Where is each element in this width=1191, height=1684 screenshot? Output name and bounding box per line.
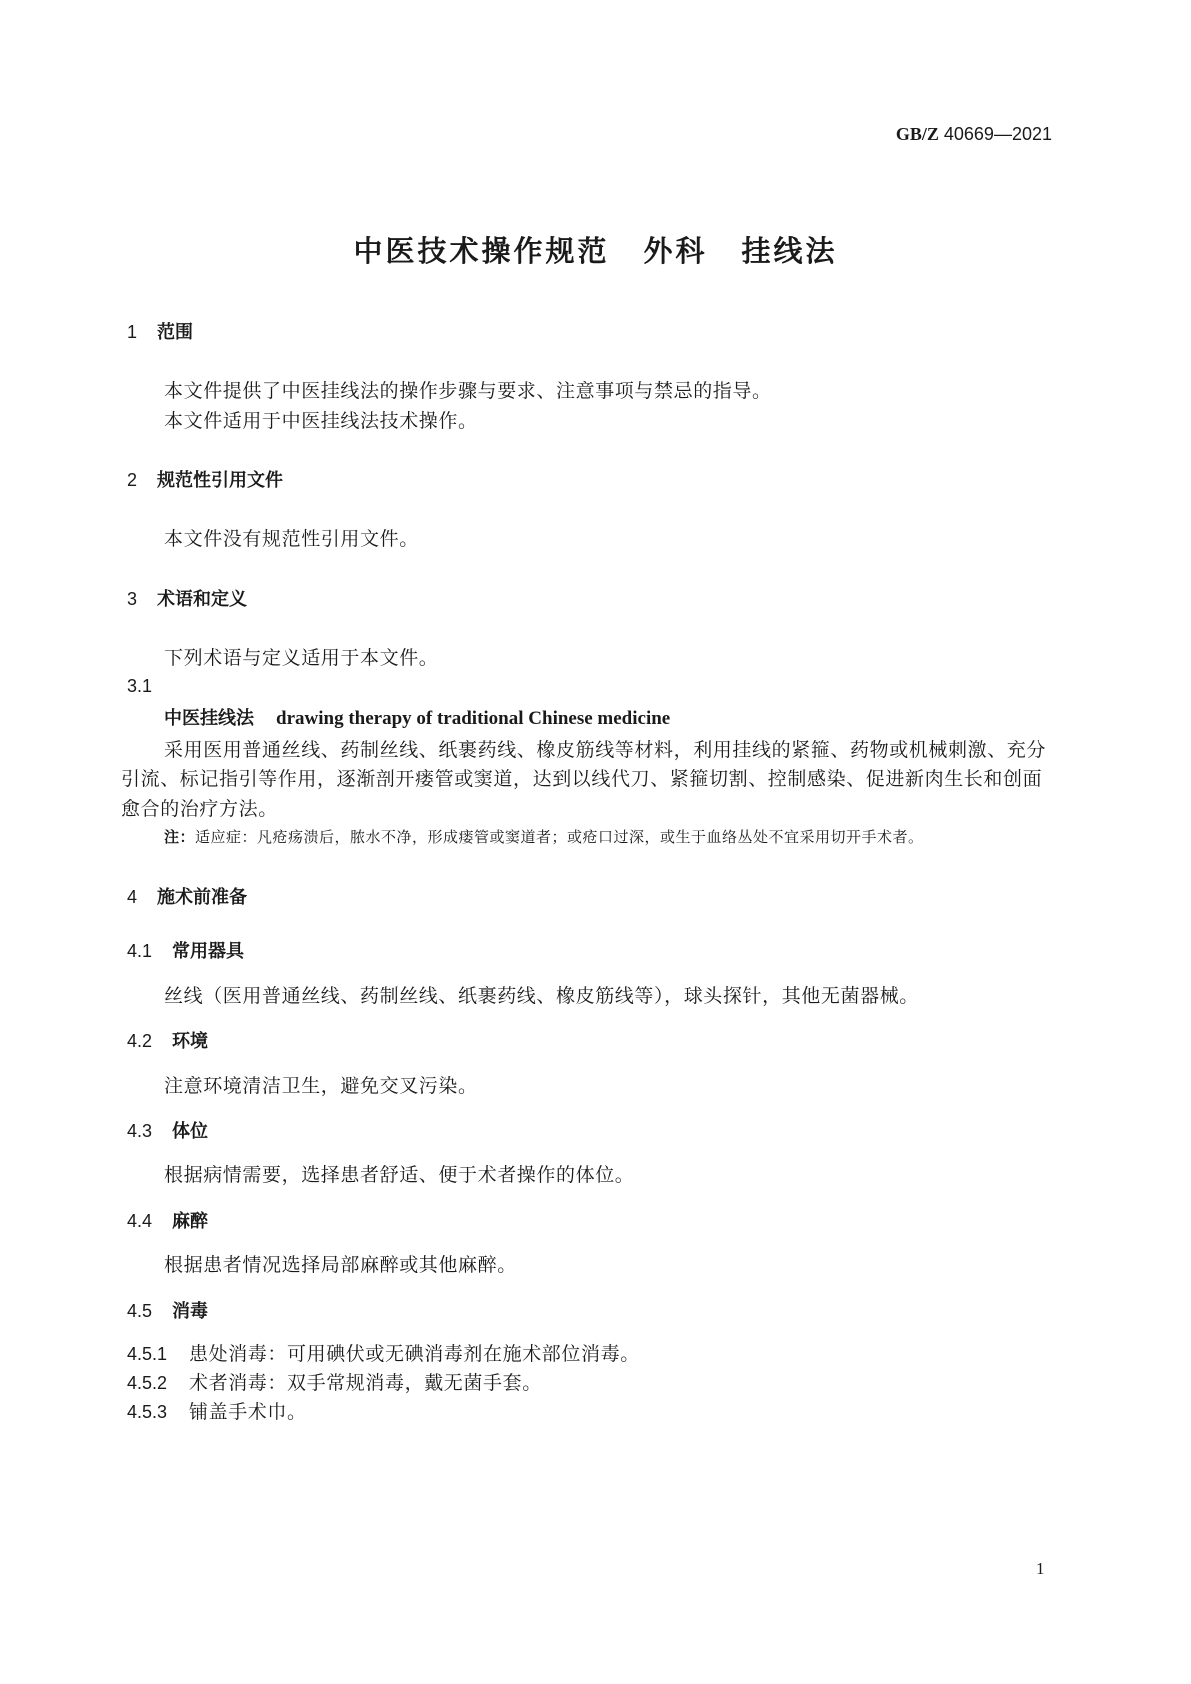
standard-code-number: 40669—2021 xyxy=(938,124,1052,144)
term-english: drawing therapy of traditional Chinese medicine xyxy=(276,708,671,729)
section-4-2-paragraph: 注意环境清洁卫生，避免交叉污染。 xyxy=(164,1075,478,1097)
term-definition-line-1: 采用医用普通丝线、药制丝线、纸裹药线、橡皮筋线等材料，利用挂线的紧箍、药物或机械刺激、充分 xyxy=(164,739,1047,761)
section-1-heading: 1 范围 xyxy=(127,322,193,343)
section-4-4-heading: 4.4 麻醉 xyxy=(127,1211,208,1232)
section-4-3-heading: 4.3 体位 xyxy=(127,1121,208,1142)
section-4-5-1-item: 4.5.1 患处消毒：可用碘伏或无碘消毒剂在施术部位消毒。 xyxy=(127,1343,640,1365)
page-title: 中医技术操作规范 外科 挂线法 xyxy=(353,234,838,268)
term-chinese: 中医挂线法 xyxy=(164,708,254,729)
section-4-4-paragraph: 根据患者情况选择局部麻醉或其他麻醉。 xyxy=(164,1254,517,1276)
section-4-2-heading: 4.2 环境 xyxy=(127,1031,208,1052)
page-number: 1 xyxy=(1036,1559,1045,1578)
section-4-1-heading: 4.1 常用器具 xyxy=(127,941,244,962)
section-3-heading: 3 术语和定义 xyxy=(127,589,247,610)
term-3-1-number: 3.1 xyxy=(127,676,153,696)
section-4-5-2-item: 4.5.2 术者消毒：双手常规消毒，戴无菌手套。 xyxy=(127,1372,542,1394)
section-2-heading: 2 规范性引用文件 xyxy=(127,470,283,491)
note-text: 适应症：凡疮疡溃后，脓水不净，形成瘘管或窦道者；或疮口过深，或生于血络丛处不宜采用切开手术者。 xyxy=(195,828,924,846)
section-4-5-3-item: 4.5.3 铺盖手术巾。 xyxy=(127,1401,307,1423)
term-definition-line-2: 引流、标记指引等作用，逐渐剖开瘘管或窦道，达到以线代刀、紧箍切割、控制感染、促进新肉生长和创面 xyxy=(121,768,1043,790)
note-label: 注： xyxy=(164,828,196,846)
term-3-1-heading xyxy=(164,704,670,730)
section-4-5-heading: 4.5 消毒 xyxy=(127,1301,208,1322)
section-1-paragraph-1: 本文件提供了中医挂线法的操作步骤与要求、注意事项与禁忌的指导。 xyxy=(164,380,772,402)
section-3-paragraph-1: 下列术语与定义适用于本文件。 xyxy=(164,647,439,669)
section-4-heading: 4 施术前准备 xyxy=(127,887,247,908)
term-definition-line-3: 愈合的治疗方法。 xyxy=(121,798,278,820)
term-note xyxy=(164,826,924,847)
standard-code-prefix: GB/Z xyxy=(895,124,939,144)
section-4-3-paragraph: 根据病情需要，选择患者舒适、便于术者操作的体位。 xyxy=(164,1164,635,1186)
section-4-1-paragraph: 丝线（医用普通丝线、药制丝线、纸裹药线、橡皮筋线等），球头探针，其他无菌器械。 xyxy=(164,985,919,1007)
section-2-paragraph-1: 本文件没有规范性引用文件。 xyxy=(164,528,419,550)
section-1-paragraph-2: 本文件适用于中医挂线法技术操作。 xyxy=(164,410,478,432)
standard-code xyxy=(896,124,1052,145)
